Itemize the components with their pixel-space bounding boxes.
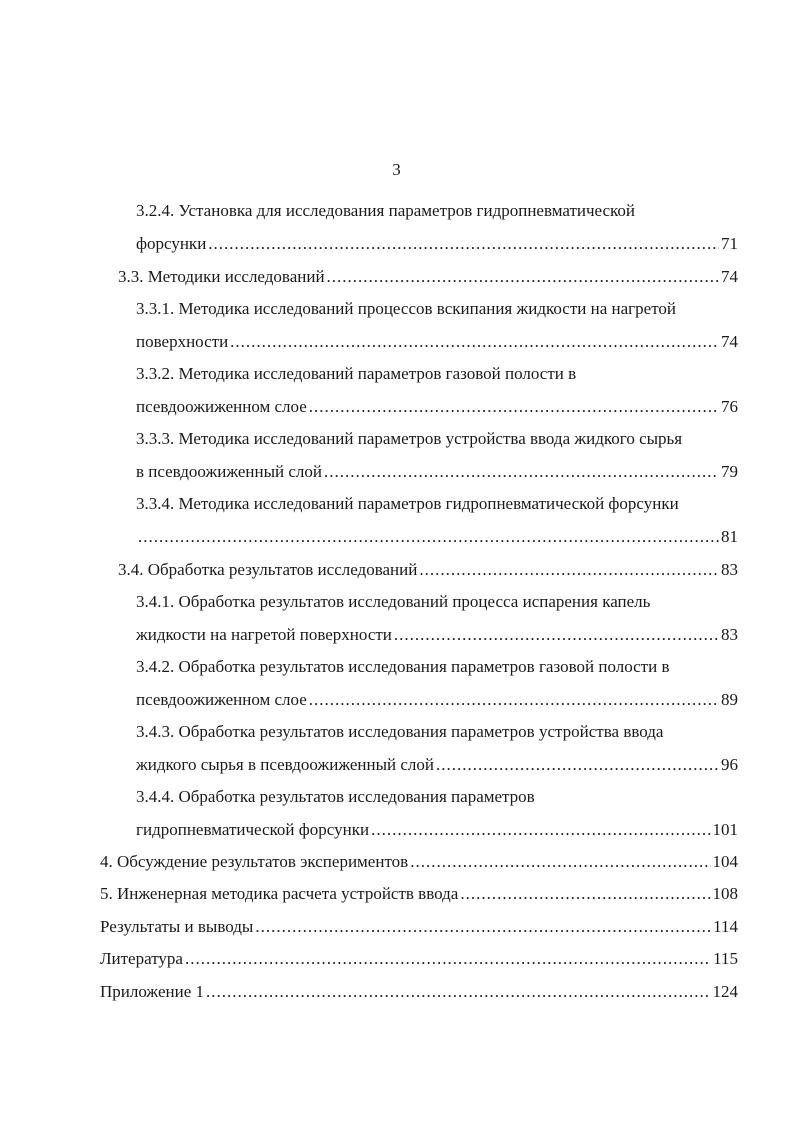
toc-entry-3-3-3-title: 3.3.3. Методика исследований параметров устройства ввода жидкого сырья [136,429,683,448]
toc-leader-dots [460,883,710,905]
toc-entry-3-3-4[interactable] [136,526,738,548]
toc-entry-text: 4. Обсуждение результатов экспериментов [100,852,409,871]
toc-entry-text: Литература [100,949,183,968]
toc-entry-text: псевдоожиженном слое [136,690,307,709]
toc-page-number: 71 [721,234,738,253]
toc-page-number: 83 [721,560,738,579]
toc-leader-dots [327,266,719,288]
toc-leader-dots [436,754,719,776]
toc-entry-3-4-3-title: 3.4.3. Обработка результатов исследования параметров устройства ввода [136,722,664,741]
toc-entry-text: в псевдоожиженный слой [136,462,323,481]
toc-leader-dots [138,526,719,548]
toc-entry-5[interactable] [100,883,738,905]
toc-entry-3-3-1[interactable] [136,331,738,353]
toc-entry-text: псевдоожиженном слое [136,397,307,416]
toc-entry-3-4-1-title: 3.4.1. Обработка результатов исследований процесса испарения капель [136,592,651,611]
toc-page-number: 74 [721,267,738,286]
toc-entry-3-4[interactable] [118,559,738,581]
toc-entry-text: жидкого сырья в псевдоожиженный слой [136,755,434,774]
toc-entry-text: 3.4. Обработка результатов исследований [118,560,418,579]
toc-entry-3-3-2[interactable] [136,396,738,418]
toc-entry-text: жидкости на нагретой поверхности [136,625,392,644]
toc-entry-results[interactable] [100,916,738,938]
toc-page-number: 114 [713,917,738,936]
toc-entry-text: гидропневматической форсунки [136,820,370,839]
toc-leader-dots [371,819,710,841]
toc-entry-3-4-2-title: 3.4.2. Обработка результатов исследования параметров газовой полости в [136,657,670,676]
toc-page-number: 89 [721,690,738,709]
toc-page-number: 79 [721,462,738,481]
toc-entry-literature[interactable] [100,948,738,970]
toc-entry-text: поверхности [136,332,229,351]
toc-entry-3-2-4[interactable] [136,233,738,255]
toc-entry-3-4-2[interactable] [136,689,738,711]
toc-entry-4[interactable] [100,851,738,873]
toc-entry-text: форсунки [136,234,207,253]
toc-entry-appendix[interactable] [100,981,738,1003]
toc-page-number: 76 [721,397,738,416]
toc-entry-3-4-4[interactable] [136,819,738,841]
page-number: 3 [392,160,401,179]
toc-entry-text: 5. Инженерная методика расчета устройств ввода [100,884,459,903]
toc-leader-dots [206,981,711,1003]
toc-entry-3-3-3[interactable] [136,461,738,483]
toc-page-number: 108 [712,884,738,903]
toc-entry-3-3[interactable] [118,266,738,288]
toc-entry-text: 3.3. Методики исследований [118,267,325,286]
toc-entry-3-4-3[interactable] [136,754,738,776]
toc-entry-3-4-1[interactable] [136,624,738,646]
toc-leader-dots [419,559,719,581]
toc-leader-dots [230,331,719,353]
toc-entry-text: Приложение 1 [100,982,204,1001]
toc-page-number: 74 [721,332,738,351]
toc-page-number: 83 [721,625,738,644]
toc-leader-dots [410,851,710,873]
toc-page-number: 104 [712,852,738,871]
toc-page-number: 115 [713,949,738,968]
toc-leader-dots [185,948,711,970]
toc-entry-3-3-4-title: 3.3.4. Методика исследований параметров гидропневматической форсунки [136,494,679,513]
toc-entry-3-2-4-title: 3.2.4. Установка для исследования параметров гидропневматической [136,201,636,220]
toc-entry-3-3-1-title: 3.3.1. Методика исследований процессов вскипания жидкости на нагретой [136,299,676,318]
toc-leader-dots [394,624,719,646]
toc-page-number: 101 [712,820,738,839]
toc-page-number: 96 [721,755,738,774]
toc-leader-dots [255,916,711,938]
toc-page-number: 124 [712,982,738,1001]
toc-entry-3-3-2-title: 3.3.2. Методика исследований параметров газовой полости в [136,364,577,383]
toc-entry-text: Результаты и выводы [100,917,254,936]
toc-leader-dots [208,233,719,255]
toc-leader-dots [309,396,719,418]
toc-leader-dots [324,461,719,483]
toc-entry-3-4-4-title: 3.4.4. Обработка результатов исследования параметров [136,787,535,806]
toc-leader-dots [309,689,719,711]
toc-page-number: 81 [721,527,738,546]
